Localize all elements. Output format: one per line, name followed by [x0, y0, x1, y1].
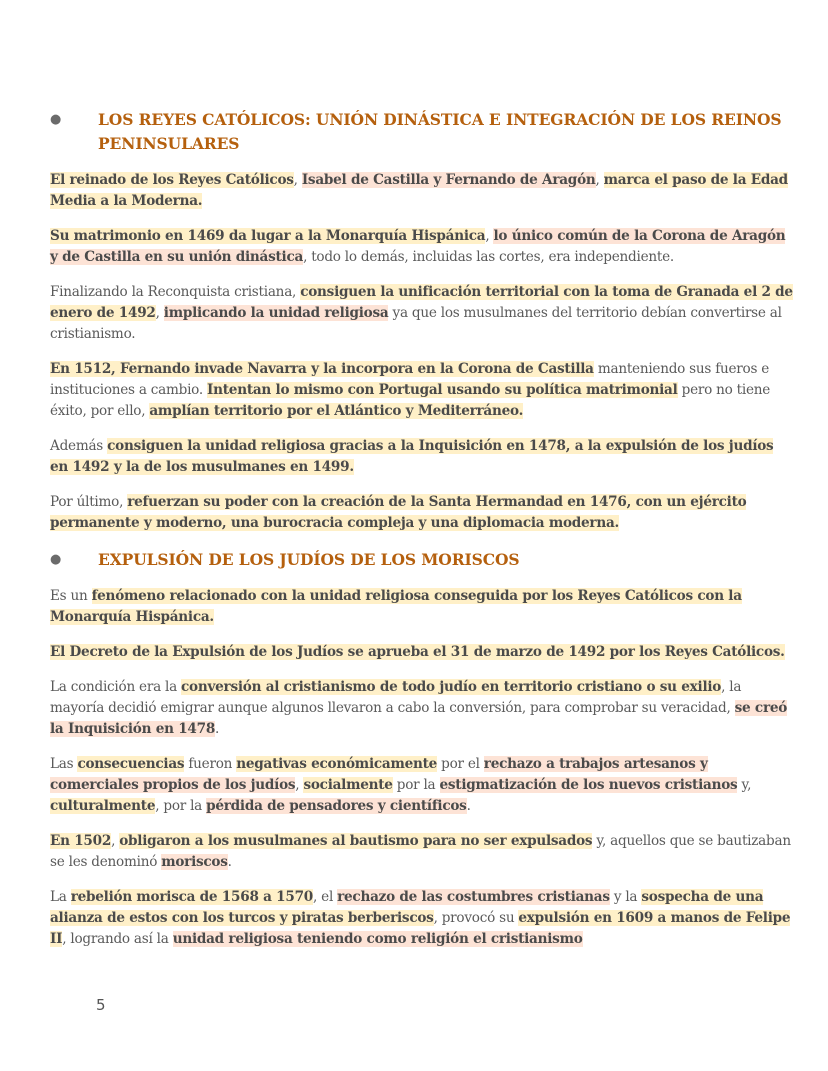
text-run: y la: [609, 889, 642, 905]
highlighted-text: lo único común de la Corona de Aragón y de Castilla en su unión dinástica: [50, 228, 786, 265]
paragraph: [50, 677, 795, 740]
text-run: Por último,: [50, 494, 128, 510]
text-run: por el: [437, 756, 484, 772]
text-run: , por la: [155, 798, 207, 814]
highlighted-text: rebelión morisca de 1568 a 1570: [70, 889, 314, 905]
text-run: .: [466, 798, 471, 814]
text-run: por la: [392, 777, 440, 793]
section-heading: [50, 108, 795, 156]
page-number: 5: [96, 996, 106, 1014]
highlighted-text: pérdida de pensadores y científicos: [206, 798, 467, 814]
highlighted-text: sospecha de una alianza de estos con los turcos y piratas berberiscos: [50, 889, 764, 926]
highlighted-text: Su matrimonio en 1469 da lugar a la Monarquía Hispánica: [50, 228, 486, 244]
paragraph: [50, 492, 795, 534]
text-run: ,: [111, 833, 120, 849]
paragraph: [50, 226, 795, 268]
highlighted-text: socialmente: [303, 777, 393, 793]
text-run: manteniendo sus fueros e instituciones a cambio.: [50, 361, 770, 398]
paragraph: [50, 436, 795, 478]
text-run: .: [227, 854, 232, 870]
text-run: y, aquellos que se bautizaban se les denominó: [50, 833, 791, 870]
highlighted-text: implicando la unidad religiosa: [163, 305, 389, 321]
highlighted-text: fenómeno relacionado con la unidad religiosa conseguida por los Reyes Católicos con la Monarquía Hispánica.: [50, 588, 742, 625]
text-run: , el: [313, 889, 338, 905]
text-run: fueron: [184, 756, 237, 772]
paragraph: [50, 642, 795, 663]
text-run: ,: [485, 228, 494, 244]
text-run: ,: [155, 305, 164, 321]
bullet-icon: ●: [50, 552, 62, 567]
text-run: pero no tiene éxito, por ello,: [50, 382, 771, 419]
highlighted-text: Isabel de Castilla y Fernando de Aragón: [301, 172, 596, 188]
highlighted-text: Intentan lo mismo con Portugal usando su política matrimonial: [207, 382, 678, 398]
highlighted-text: rechazo de las costumbres cristianas: [337, 889, 610, 905]
section-heading-text: LOS REYES CATÓLICOS: UNIÓN DINÁSTICA E INTEGRACIÓN DE LOS REINOS PENINSULARES: [98, 110, 782, 153]
highlighted-text: culturalmente: [50, 798, 156, 814]
text-run: , la mayoría decidió emigrar aunque algunos llevaron a cabo la conversión, para comprobar su veracidad,: [50, 679, 742, 716]
text-run: ya que los musulmanes del territorio debían convertirse al cristianismo.: [50, 305, 782, 342]
highlighted-text: obligaron a los musulmanes al bautismo para no ser expulsados: [119, 833, 593, 849]
paragraph: [50, 282, 795, 345]
highlighted-text: expulsión en 1609 a manos de Felipe II: [50, 910, 791, 947]
section-heading: [50, 548, 795, 572]
text-run: Además: [50, 438, 108, 454]
text-run: , todo lo demás, incluidas las cortes, era independiente.: [303, 249, 674, 265]
text-run: Es un: [50, 588, 92, 604]
highlighted-text: conversión al cristianismo de todo judío en territorio cristiano o su exilio: [181, 679, 722, 695]
paragraph: [50, 831, 795, 873]
highlighted-text: se creó la Inquisición en 1478: [50, 700, 788, 737]
text-run: ,: [295, 777, 304, 793]
highlighted-text: El Decreto de la Expulsión de los Judíos se aprueba el 31 de marzo de 1492 por los Reyes Católicos.: [50, 644, 785, 660]
text-run: .: [215, 721, 220, 737]
text-run: Finalizando la Reconquista cristiana,: [50, 284, 301, 300]
highlighted-text: El reinado de los Reyes Católicos: [50, 172, 294, 188]
highlighted-text: negativas económicamente: [236, 756, 438, 772]
highlighted-text: En 1512, Fernando invade Navarra y la incorpora en la Corona de Castilla: [50, 361, 594, 377]
highlighted-text: consiguen la unificación territorial con la toma de Granada el 2 de enero de 1492: [50, 284, 793, 321]
highlighted-text: amplían territorio por el Atlántico y Mediterráneo.: [149, 403, 524, 419]
text-run: y,: [737, 777, 752, 793]
highlighted-text: estigmatización de los nuevos cristianos: [439, 777, 738, 793]
text-run: ,: [595, 172, 604, 188]
text-run: , logrando así la: [62, 931, 173, 947]
paragraph: [50, 586, 795, 628]
text-run: , provocó su: [433, 910, 519, 926]
paragraph: [50, 359, 795, 422]
paragraph: [50, 754, 795, 817]
highlighted-text: moriscos: [161, 854, 228, 870]
bullet-icon: ●: [50, 112, 62, 127]
highlighted-text: refuerzan su poder con la creación de la Santa Hermandad en 1476, con un ejército permanente y moderno, una burocracia compleja y una diplomacia moderna.: [50, 494, 747, 531]
highlighted-text: unidad religiosa teniendo como religión el cristianismo: [172, 931, 583, 947]
highlighted-text: consiguen la unidad religiosa gracias a la Inquisición en 1478, a la expulsión de los judíos en 1492 y la de los musulmanes en 1499.: [50, 438, 774, 475]
paragraph: [50, 887, 795, 950]
text-run: ,: [293, 172, 302, 188]
text-run: La: [50, 889, 71, 905]
text-run: La condición era la: [50, 679, 182, 695]
highlighted-text: rechazo a trabajos artesanos y comerciales propios de los judíos: [50, 756, 708, 793]
section-heading-text: EXPULSIÓN DE LOS JUDÍOS DE LOS MORISCOS: [98, 550, 520, 569]
paragraph: [50, 170, 795, 212]
highlighted-text: consecuencias: [77, 756, 185, 772]
text-run: Las: [50, 756, 78, 772]
highlighted-text: marca el paso de la Edad Media a la Moderna.: [50, 172, 788, 209]
document-page: [50, 108, 795, 964]
highlighted-text: En 1502: [50, 833, 112, 849]
